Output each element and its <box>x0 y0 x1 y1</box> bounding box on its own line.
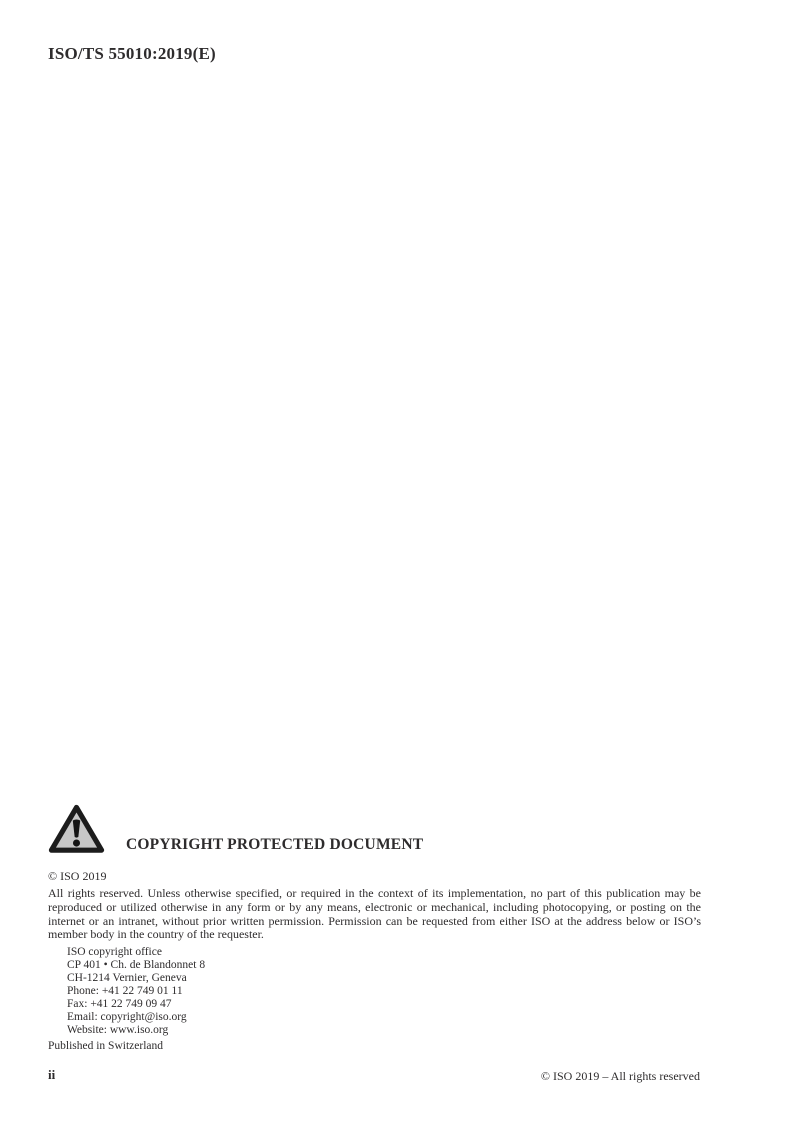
address-line-website: Website: www.iso.org <box>67 1024 169 1037</box>
copyright-heading-row <box>48 802 701 855</box>
footer-copyright: © ISO 2019 – All rights reserved <box>540 1069 700 1083</box>
address-line-phone: Phone: +41 22 749 01 11 <box>67 985 183 998</box>
copyright-heading: COPYRIGHT PROTECTED DOCUMENT <box>126 836 424 853</box>
address-block <box>67 946 701 1037</box>
address-line-city: CH-1214 Vernier, Geneva <box>67 972 187 985</box>
address-line-street: CP 401 • Ch. de Blandonnet 8 <box>67 959 206 972</box>
copyright-notice: © ISO 2019 <box>48 869 107 883</box>
published-line: Published in Switzerland <box>48 1040 163 1053</box>
address-line-office: ISO copyright office <box>67 946 162 959</box>
address-line-email: Email: copyright@iso.org <box>67 1011 187 1024</box>
address-line-fax: Fax: +41 22 749 09 47 <box>67 998 172 1011</box>
warning-triangle-icon <box>48 802 105 855</box>
document-reference: ISO/TS 55010:2019(E) <box>48 44 216 63</box>
page-number: ii <box>48 1067 56 1082</box>
copyright-body-paragraph: All rights reserved. Unless otherwise specified, or required in the context of its implementation, no part of this publication may be reproduced or utilized otherwise in any form or by any means, electronic or mechanical, including photocopying, or posting on the internet or an intranet, without prior written permission. Permission can be requested from either ISO at the address below or ISO’s member body in the country of the requester. <box>48 886 701 942</box>
copyright-section <box>48 802 701 1053</box>
